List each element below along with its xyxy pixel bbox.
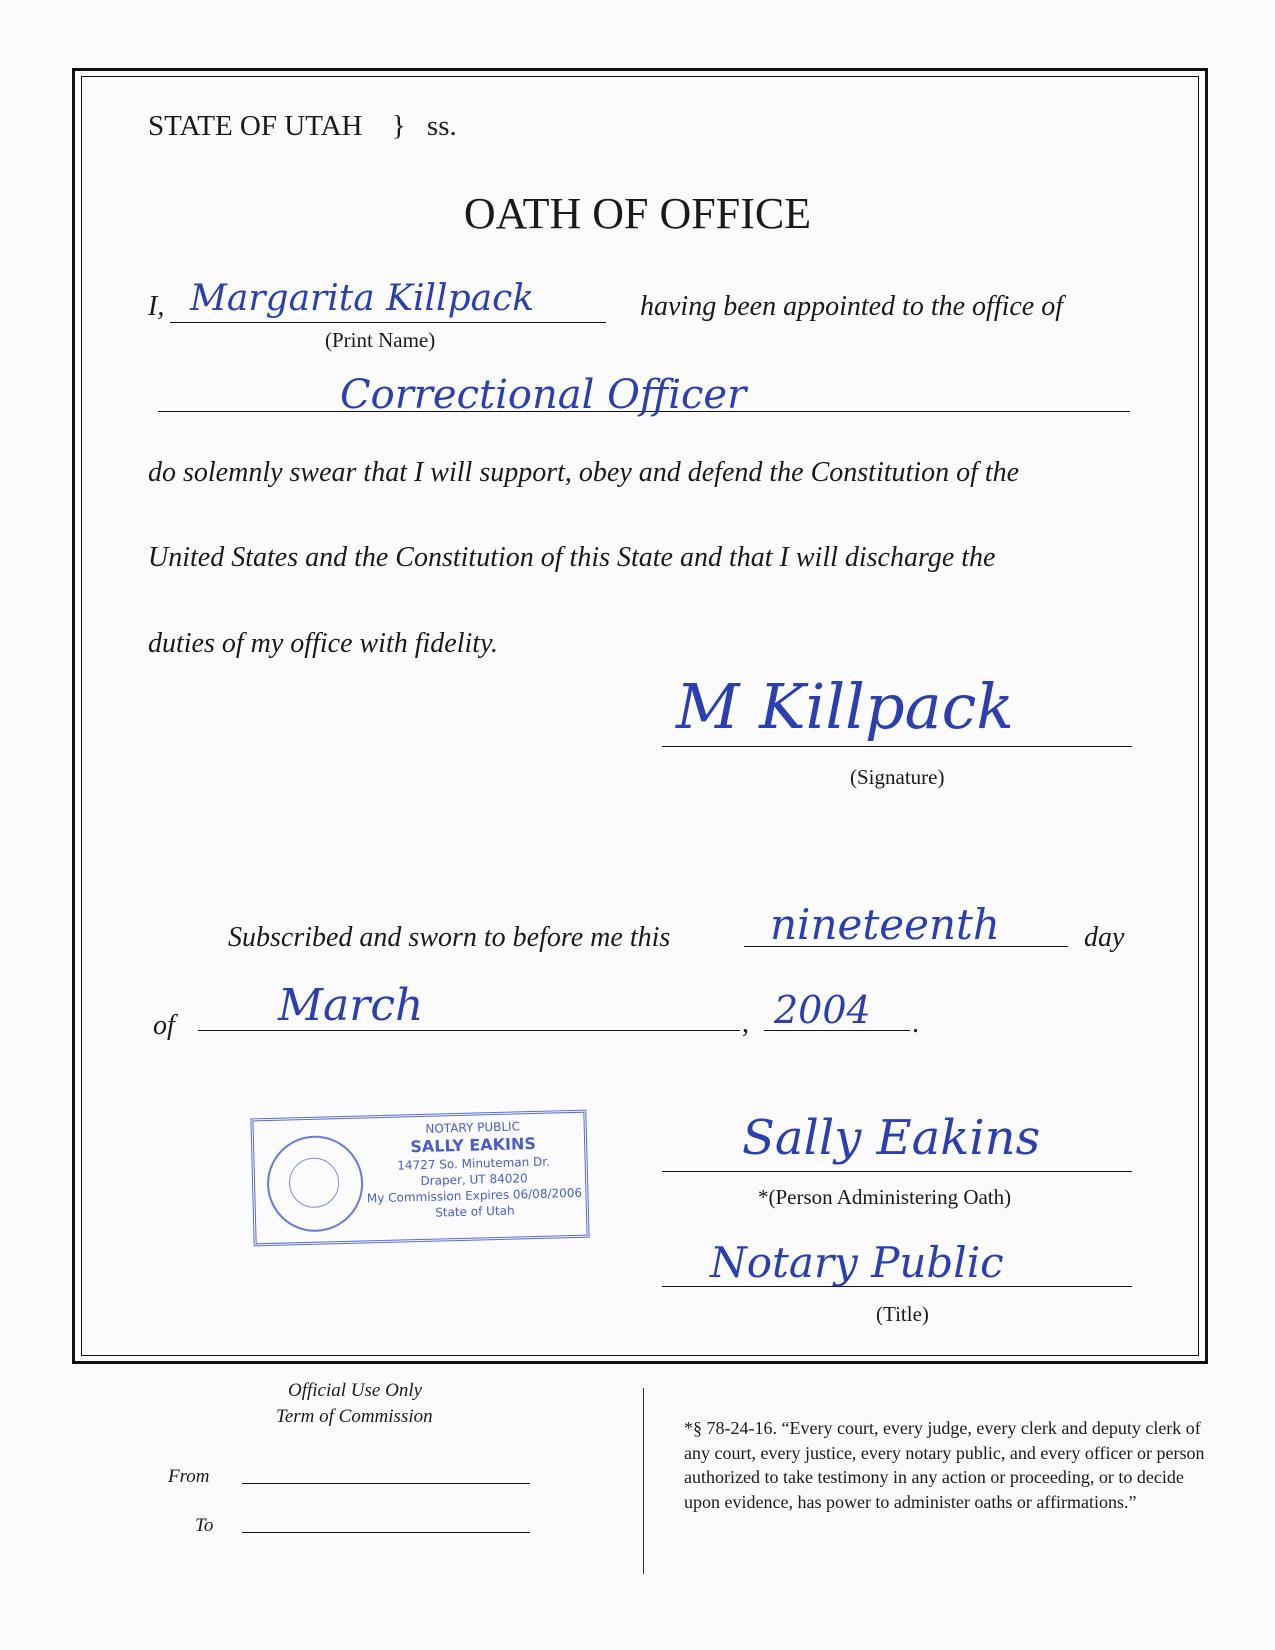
from-label: From <box>168 1466 210 1487</box>
brace-symbol: } <box>391 110 406 142</box>
signature-line <box>662 746 1132 747</box>
stamp-line-6: State of Utah <box>435 1203 515 1220</box>
handwritten-title: Notary Public <box>710 1238 1004 1287</box>
signature-caption: (Signature) <box>850 765 945 789</box>
subscribed-text: Subscribed and sworn to before me this <box>228 922 671 953</box>
document-title: OATH OF OFFICE <box>463 189 812 238</box>
i-label: I, <box>148 291 165 322</box>
administrator-caption: *(Person Administering Oath) <box>758 1185 1012 1209</box>
stamp-text <box>362 1117 587 1223</box>
print-name-caption: (Print Name) <box>325 328 436 352</box>
handwritten-signature: M Killpack <box>676 670 1014 743</box>
to-line <box>242 1532 530 1533</box>
state-header <box>148 110 457 143</box>
of-label: of <box>153 1010 175 1041</box>
from-line <box>242 1483 530 1484</box>
stamp-line-5: My Commission Expires 06/08/2006 <box>366 1185 583 1206</box>
section-divider <box>643 1388 644 1574</box>
official-use-heading: Official Use Only <box>288 1380 423 1401</box>
to-label: To <box>195 1515 214 1536</box>
term-of-commission-heading: Term of Commission <box>276 1406 433 1427</box>
handwritten-office: Correctional Officer <box>340 372 747 418</box>
appointed-text: having been appointed to the office of <box>640 291 1064 322</box>
stamp-line-3: 14727 So. Minuteman Dr. <box>397 1154 551 1173</box>
oath-body-line-2: United States and the Constitution of this State and that I will discharge the <box>148 542 996 573</box>
oath-body-line-1: do solemnly swear that I will support, obey and defend the Constitution of the <box>148 457 1020 488</box>
day-label: day <box>1084 922 1125 953</box>
state-label: STATE OF UTAH <box>148 110 363 142</box>
ss-label: ss. <box>426 110 457 142</box>
handwritten-day: nineteenth <box>770 900 1000 949</box>
seal-emblem-icon <box>288 1157 339 1208</box>
handwritten-name: Margarita Killpack <box>190 278 535 319</box>
period: . <box>912 1008 919 1039</box>
title-caption: (Title) <box>876 1302 929 1326</box>
comma: , <box>742 1008 749 1039</box>
administrator-signature-line <box>662 1171 1132 1172</box>
handwritten-month: March <box>278 980 424 1031</box>
stamp-line-4: Draper, UT 84020 <box>420 1171 528 1188</box>
handwritten-year: 2004 <box>774 988 871 1032</box>
stamp-line-1: NOTARY PUBLIC <box>425 1119 521 1136</box>
state-seal-icon <box>266 1135 364 1233</box>
oath-body-line-3: duties of my office with fidelity. <box>148 628 498 659</box>
statute-note: *§ 78-24-16. “Every court, every judge, every clerk and deputy clerk of any court, every justice, every notary public, and every officer or person authorized to take testimony in any action or proceeding, or to decide upon evidence, has power to administer oaths or affirmations.” <box>684 1418 1205 1512</box>
stamp-line-2: SALLY EAKINS <box>410 1133 537 1157</box>
handwritten-administrator-signature: Sally Eakins <box>742 1110 1041 1166</box>
name-line <box>170 322 606 323</box>
notary-stamp <box>250 1110 589 1247</box>
